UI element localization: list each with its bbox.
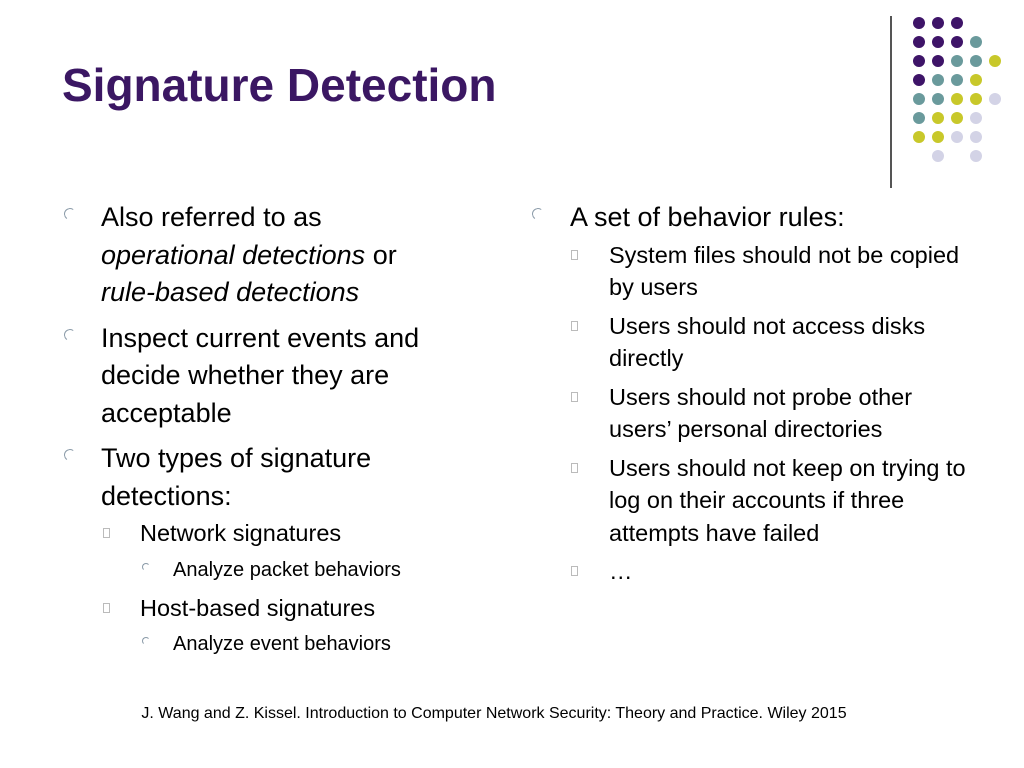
citation: J. Wang and Z. Kissel. Introduction to Computer Network Security: Theory and Practice. Wiley 2015	[141, 705, 847, 722]
bullet-text: Two types of signature detections:	[101, 443, 372, 511]
decorative-divider	[890, 16, 892, 188]
box-bullet-icon	[571, 463, 578, 473]
decorative-dot	[989, 93, 1001, 105]
bullet-item	[530, 199, 980, 237]
decorative-dot	[913, 55, 925, 67]
decorative-dot	[951, 74, 963, 86]
decorative-dot	[913, 93, 925, 105]
decorative-dot	[951, 17, 963, 29]
sub-sub-bullet-text: Analyze event behaviors	[173, 633, 391, 655]
bullet-text: Also referred to as	[101, 202, 322, 232]
decorative-dot	[970, 74, 982, 86]
rule-item	[530, 555, 980, 588]
decorative-dot	[932, 112, 944, 124]
left-column	[62, 199, 492, 666]
sub-sub-bullet-item	[62, 630, 492, 658]
decorative-dot	[970, 36, 982, 48]
arc-bullet-icon	[142, 563, 150, 571]
decorative-dot	[932, 74, 944, 86]
right-column	[530, 199, 980, 594]
arc-bullet-icon	[63, 448, 77, 462]
decorative-dot	[932, 55, 944, 67]
rule-item	[530, 452, 980, 550]
bullet-text: Inspect current events and decide whether they are acceptable	[101, 322, 420, 428]
decorative-dot	[932, 93, 944, 105]
sub-sub-bullet-item	[62, 556, 492, 584]
decorative-dot	[970, 93, 982, 105]
rule-item	[530, 310, 980, 375]
decorative-dot	[970, 150, 982, 162]
arc-bullet-icon	[63, 328, 77, 342]
decorative-dot	[913, 74, 925, 86]
box-bullet-icon	[571, 392, 578, 402]
decorative-dot	[932, 131, 944, 143]
slide-title: Signature Detection	[62, 59, 497, 111]
rule-text: …	[609, 558, 633, 584]
rule-text: Users should not access disks directly	[609, 312, 926, 371]
sub-bullet-item	[62, 592, 492, 625]
sub-sub-bullet-text: Analyze packet behaviors	[173, 558, 401, 581]
decorative-dot	[951, 55, 963, 67]
box-bullet-icon	[571, 566, 578, 576]
sub-bullet-item	[62, 517, 492, 550]
bullet-text: or	[365, 239, 397, 270]
rule-text: Users should not probe other users’ personal directories	[609, 383, 913, 442]
decorative-dot	[932, 150, 944, 162]
decorative-dot	[951, 93, 963, 105]
rule-text: Users should not keep on trying to log on their accounts if three attempts have failed	[609, 454, 966, 546]
decorative-dot	[913, 36, 925, 48]
bullet-text-emphasis: rule-based detections	[101, 277, 360, 307]
decorative-dot	[951, 112, 963, 124]
arc-bullet-icon	[142, 637, 150, 645]
decorative-dot	[970, 55, 982, 67]
sub-bullet-text: Network signatures	[140, 520, 342, 546]
decorative-dot	[970, 112, 982, 124]
decorative-dot	[932, 17, 944, 29]
rule-item	[530, 239, 980, 304]
bullet-item	[62, 320, 492, 433]
box-bullet-icon	[571, 321, 578, 331]
box-bullet-icon	[103, 528, 110, 538]
rule-text: System files should not be copied by users	[609, 241, 960, 300]
rule-item	[530, 381, 980, 446]
bullet-text: A set of behavior rules:	[570, 202, 845, 232]
decorative-dot	[913, 131, 925, 143]
bullet-item	[62, 440, 492, 515]
box-bullet-icon	[571, 250, 578, 260]
decorative-dot	[970, 131, 982, 143]
decorative-dot	[951, 36, 963, 48]
box-bullet-icon	[103, 603, 110, 613]
decorative-dot	[913, 17, 925, 29]
decorative-dot	[932, 36, 944, 48]
decorative-dot	[913, 112, 925, 124]
sub-bullet-text: Host-based signatures	[140, 594, 376, 621]
decorative-dot	[951, 131, 963, 143]
bullet-item	[62, 199, 492, 312]
bullet-text-emphasis: operational detections	[101, 239, 366, 270]
arc-bullet-icon	[63, 207, 77, 221]
arc-bullet-icon	[531, 207, 545, 221]
decorative-dot	[989, 55, 1001, 67]
